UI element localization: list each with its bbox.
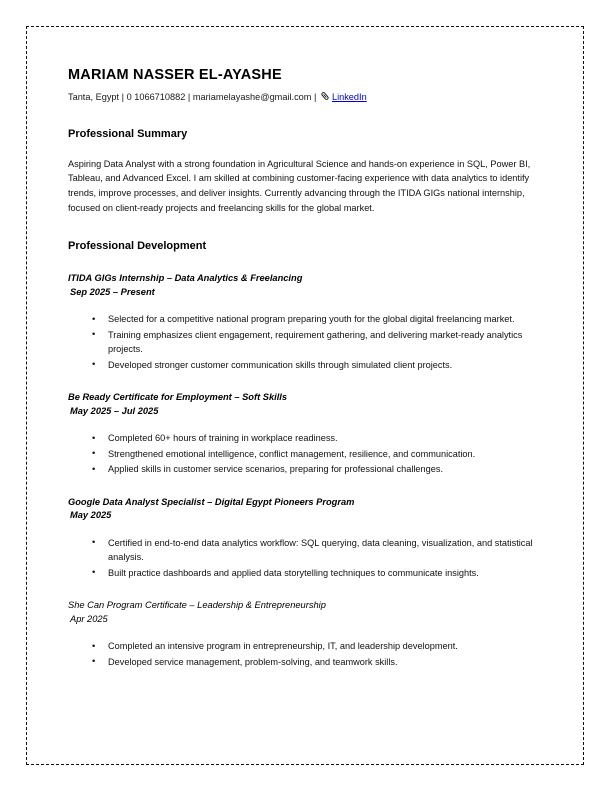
entry-google-data-analyst-specialist <box>68 496 542 581</box>
list-item: • Built practice dashboards and applied data storytelling techniques to communicate insights. <box>92 566 542 581</box>
section-title-professional-summary: Professional Summary <box>68 128 188 141</box>
list-item: • Developed service management, problem-solving, and teamwork skills. <box>92 655 542 670</box>
entry-title: Be Ready Certificate for Employment – Soft Skills <box>68 392 288 403</box>
contact-email: mariamelayashe@gmail.com <box>192 91 312 102</box>
entry-bullets <box>68 639 542 669</box>
contact-phone: 0 1066710882 <box>126 91 186 102</box>
entry-date: May 2025 – Jul 2025 <box>70 405 159 416</box>
contact-separator-2: | <box>185 91 193 102</box>
list-item: • Developed stronger customer communication skills through simulated client projects. <box>92 358 542 373</box>
list-item: • Completed an intensive program in entrepreneurship, IT, and leadership development. <box>92 639 542 654</box>
resume-header <box>68 68 542 104</box>
list-item: • Applied skills in customer service scenarios, preparing for professional challenges. <box>92 462 542 477</box>
list-item: • Training emphasizes client engagement, requirement gathering, and delivering market-ready analytics projects. <box>92 328 542 357</box>
section-title-professional-development: Professional Development <box>68 240 207 253</box>
paperclip-icon <box>320 91 330 104</box>
entry-bullets <box>68 431 542 477</box>
contact-location: Tanta, Egypt <box>68 91 120 102</box>
entry-title: Google Data Analyst Specialist – Digital Egypt Pioneers Program <box>68 496 355 507</box>
list-item: • Strengthened emotional intelligence, conflict management, resilience, and communication. <box>92 447 542 462</box>
contact-line <box>68 91 542 104</box>
entry-date: Apr 2025 <box>70 613 108 624</box>
entry-title: She Can Program Certificate – Leadership & Entrepreneurship <box>68 600 326 611</box>
linkedin-link[interactable]: LinkedIn <box>331 91 367 102</box>
entry-date: May 2025 <box>70 510 112 521</box>
entry-date: Sep 2025 – Present <box>70 286 155 297</box>
entry-be-ready-certificate <box>68 391 542 477</box>
professional-summary-text: Aspiring Data Analyst with a strong foundation in Agricultural Science and hands-on experience in SQL, Power BI, Tableau, and Advanced Excel. I am skilled at combining customer-facing experience with data analytics to identify trends, improve processes, and deliver insights. Currently advancing through the ITIDA GIGs national internship, focused on client-ready projects and freelancing skills for the global market. <box>68 158 531 214</box>
entry-she-can-program-certificate <box>68 599 542 669</box>
list-item: • Completed 60+ hours of training in workplace readiness. <box>92 431 542 446</box>
contact-separator-3: | <box>311 91 319 102</box>
entry-bullets <box>68 312 542 372</box>
list-item: • Certified in end-to-end data analytics workflow: SQL querying, data cleaning, visualization, and statistical analysis. <box>92 536 542 565</box>
entry-bullets <box>68 536 542 581</box>
candidate-name: MARIAM NASSER EL-AYASHE <box>68 67 282 83</box>
list-item: • Selected for a competitive national program preparing youth for the global digital freelancing market. <box>92 312 542 327</box>
contact-separator-1: | <box>119 91 127 102</box>
resume-content <box>68 68 542 670</box>
entry-itida-gigs-internship <box>68 272 542 372</box>
entry-title: ITIDA GIGs Internship – Data Analytics & Freelancing <box>68 273 303 284</box>
